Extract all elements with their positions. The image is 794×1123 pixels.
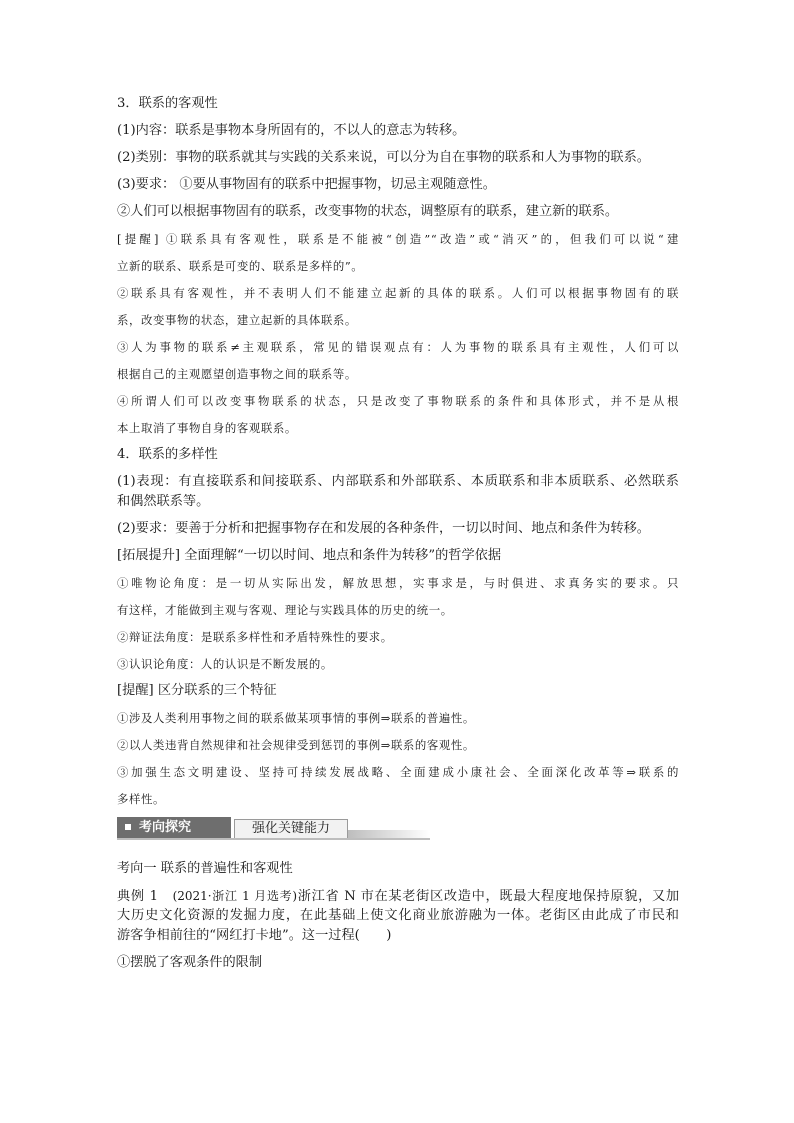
extension-line-1: ①唯物论角度：是一切从实际出发，解放思想，实事求是，与时俱进、求真务实的要求。只 — [117, 576, 679, 590]
tip1-line-3: ②联系具有客观性，并不表明人们不能建立起新的具体的联系。人们可以根据事物固有的联 — [117, 286, 679, 300]
section-3-category: (2)类别：事物的联系就其与实践的关系来说，可以分为自在事物的联系和人为事物的联系。 — [117, 150, 650, 165]
tip1-line-2: 立新的联系、联系是可变的、联系是多样的”。 — [117, 259, 364, 273]
banner-dark-tab — [117, 817, 231, 839]
document-page — [117, 94, 679, 980]
example-source: (2021·浙江 1 月选考) — [172, 889, 298, 903]
tip2-line-3: ③加强生态文明建设、坚持可持续发展战略、全面建成小康社会、全面深化改革等⇒联系的 — [117, 765, 679, 779]
banner-dark-label: 考向探究 — [139, 820, 192, 835]
tip1-line-1: [提醒] ①联系具有客观性，联系是不能被“创造”“改造”或“消灭”的，但我们可以说“建 — [117, 232, 679, 246]
section-4-manifestation-2: 和偶然联系等。 — [117, 494, 210, 509]
section-4-manifestation-1: (1)表现：有直接联系和间接联系、内部联系和外部联系、本质联系和非本质联系、必然联系 — [117, 474, 679, 489]
extension-title: [拓展提升] 全面理解“一切以时间、地点和条件为转移”的哲学依据 — [117, 548, 502, 563]
tip2-line-4: 多样性。 — [117, 792, 165, 806]
banner-light-label: 强化关键能力 — [234, 819, 348, 839]
example-heading: 考向一 联系的普遍性和客观性 — [117, 861, 293, 876]
tip2-title: [提醒] 区分联系的三个特征 — [117, 683, 277, 698]
section-banner — [117, 817, 679, 839]
section-3-requirement: (3)要求： ①要从事物固有的联系中把握事物，切忌主观随意性。 — [117, 177, 496, 192]
section-4-title: 4．联系的多样性 — [117, 447, 218, 462]
tip1-line-8: 本上取消了事物自身的客观联系。 — [117, 421, 297, 435]
tip2-line-1: ①涉及人类利用事物之间的联系做某项事情的事例⇒联系的普遍性。 — [117, 711, 475, 725]
section-4-requirement: (2)要求：要善于分析和把握事物存在和发展的各种条件，一切以时间、地点和条件为转移。 — [117, 521, 650, 536]
tip1-line-7: ④所谓人们可以改变事物联系的状态，只是改变了事物联系的条件和具体形式，并不是从根 — [117, 394, 679, 408]
extension-line-3: ②辩证法角度：是联系多样性和矛盾特殊性的要求。 — [117, 630, 393, 644]
section-3-requirement-2: ②人们可以根据事物固有的联系，改变事物的状态，调整原有的联系，建立新的联系。 — [117, 204, 619, 219]
section-3-content: (1)内容：联系是事物本身所固有的，不以人的意志为转移。 — [117, 123, 466, 138]
example-line-1 — [117, 886, 679, 906]
example-text-1: 浙江省 N 市在某老街区改造中，既最大程度地保持原貌，又加 — [297, 889, 679, 904]
tip1-line-6: 根据自己的主观愿望创造事物之间的联系等。 — [117, 367, 357, 381]
extension-line-2: 有这样，才能做到主观与客观、理论与实践具体的历史的统一。 — [117, 603, 453, 617]
example-line-2: 大历史文化资源的发掘力度，在此基础上使文化商业旅游融为一体。老街区由此成了市民和 — [117, 908, 679, 923]
example-option-1: ①摆脱了客观条件的限制 — [117, 955, 263, 970]
extension-line-4: ③认识论角度：人的认识是不断发展的。 — [117, 657, 333, 671]
tip2-line-2: ②以人类违背自然规律和社会规律受到惩罚的事例⇒联系的客观性。 — [117, 738, 475, 752]
section-3-title: 3．联系的客观性 — [117, 96, 218, 111]
example-label: 典例 1 — [117, 889, 159, 904]
banner-rule — [117, 838, 430, 840]
tip1-line-4: 系，改变事物的状态，建立起新的具体联系。 — [117, 313, 357, 327]
tip1-line-5: ③人为事物的联系≠主观联系，常见的错误观点有：人为事物的联系具有主观性，人们可以 — [117, 340, 679, 354]
example-line-3: 游客争相前往的“网红打卡地”。这一过程( ) — [117, 928, 392, 943]
square-bullet-icon — [125, 824, 131, 830]
